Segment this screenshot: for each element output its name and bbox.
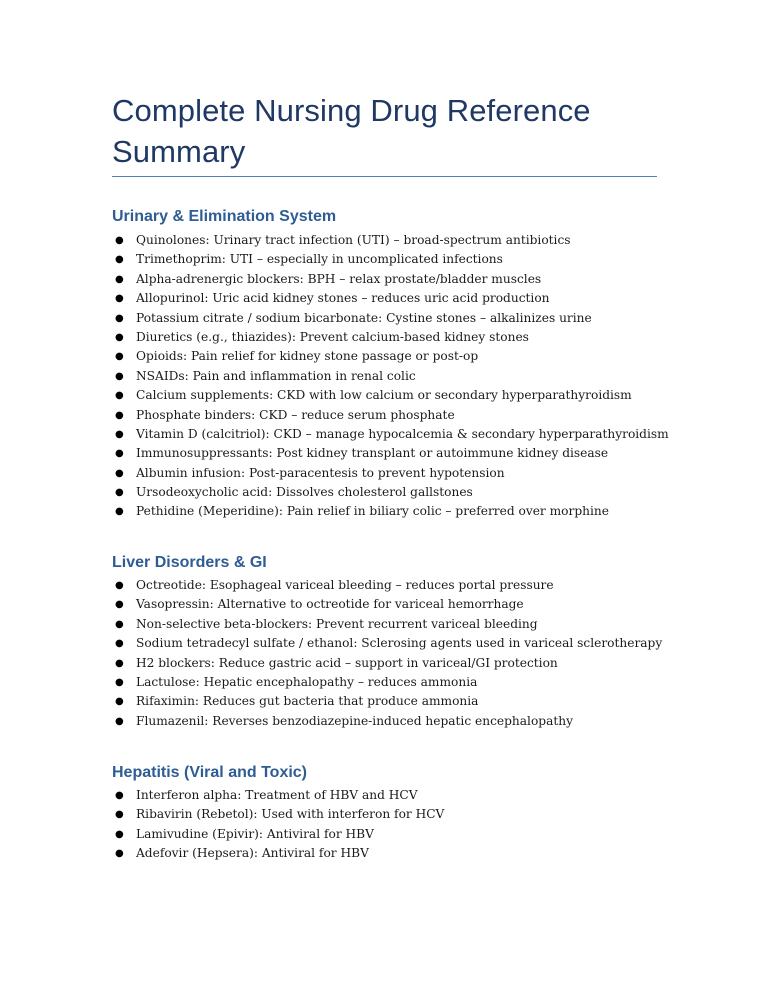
list-item: ● Octreotide: Esophageal variceal bleeding – reduces portal pressure [112, 576, 662, 595]
list-item: ● Diuretics (e.g., thiazides): Prevent calcium-based kidney stones [112, 328, 669, 347]
list-item: ● Adefovir (Hepsera): Antiviral for HBV [112, 844, 444, 863]
bullet-icon: ● [115, 428, 124, 440]
bullet-icon: ● [115, 809, 124, 821]
bullet-icon: ● [115, 618, 124, 630]
bullet-icon: ● [115, 390, 124, 402]
hepatitis-drug-list [112, 786, 444, 864]
list-item: ● Potassium citrate / sodium bicarbonate: Cystine stones – alkalinizes urine [112, 309, 669, 328]
page-title: Complete Nursing Drug Reference Summary [112, 93, 591, 169]
list-item: ● Ursodeoxycholic acid: Dissolves cholesterol gallstones [112, 483, 669, 502]
list-item: ● Lamivudine (Epivir): Antiviral for HBV [112, 825, 444, 844]
bullet-icon: ● [115, 657, 124, 669]
list-item: ● Vitamin D (calcitriol): CKD – manage hypocalcemia & secondary hyperparathyroidism [112, 425, 669, 444]
bullet-icon: ● [115, 828, 124, 840]
bullet-icon: ● [115, 467, 124, 479]
bullet-icon: ● [115, 448, 124, 460]
bullet-icon: ● [115, 599, 124, 611]
list-item: ● Calcium supplements: CKD with low calcium or secondary hyperparathyroidism [112, 386, 669, 405]
list-item: ● Trimethoprim: UTI – especially in uncomplicated infections [112, 250, 669, 269]
bullet-icon: ● [115, 351, 124, 363]
list-item: ● Quinolones: Urinary tract infection (UTI) – broad-spectrum antibiotics [112, 231, 669, 250]
bullet-icon: ● [115, 331, 124, 343]
list-item: ● Alpha-adrenergic blockers: BPH – relax prostate/bladder muscles [112, 270, 669, 289]
bullet-icon: ● [115, 638, 124, 650]
list-item: ● Sodium tetradecyl sulfate / ethanol: Sclerosing agents used in variceal sclerotherapy [112, 634, 662, 653]
list-item: ● Ribavirin (Rebetol): Used with interferon for HCV [112, 805, 444, 824]
bullet-icon: ● [115, 370, 124, 382]
list-item: ● Opioids: Pain relief for kidney stone passage or post-op [112, 347, 669, 366]
list-item: ● Rifaximin: Reduces gut bacteria that produce ammonia [112, 692, 662, 711]
bullet-icon: ● [115, 506, 124, 518]
liver-gi-drug-list [112, 576, 662, 731]
list-item: ● Flumazenil: Reverses benzodiazepine-induced hepatic encephalopathy [112, 712, 662, 731]
list-item: ● Phosphate binders: CKD – reduce serum phosphate [112, 406, 669, 425]
title-underline-divider [112, 176, 657, 177]
bullet-icon: ● [115, 409, 124, 421]
list-item: ● H2 blockers: Reduce gastric acid – support in variceal/GI protection [112, 654, 662, 673]
bullet-icon: ● [115, 254, 124, 266]
section-heading-hepatitis: Hepatitis (Viral and Toxic) [112, 764, 308, 781]
list-item: ● Albumin infusion: Post-paracentesis to prevent hypotension [112, 464, 669, 483]
urinary-drug-list [112, 231, 669, 522]
list-item: ● Pethidine (Meperidine): Pain relief in biliary colic – preferred over morphine [112, 502, 669, 521]
bullet-icon: ● [115, 580, 124, 591]
bullet-icon: ● [115, 487, 124, 499]
bullet-icon: ● [115, 696, 124, 708]
bullet-icon: ● [115, 715, 124, 727]
bullet-icon: ● [115, 235, 124, 246]
bullet-icon: ● [115, 790, 124, 801]
section-heading-liver-gi: Liver Disorders & GI [112, 554, 267, 571]
bullet-icon: ● [115, 273, 124, 285]
list-item: ● Lactulose: Hepatic encephalopathy – reduces ammonia [112, 673, 662, 692]
bullet-icon: ● [115, 312, 124, 324]
bullet-icon: ● [115, 293, 124, 305]
section-heading-urinary: Urinary & Elimination System [112, 208, 337, 225]
list-item: ● Interferon alpha: Treatment of HBV and HCV [112, 786, 444, 805]
list-item: ● Immunosuppressants: Post kidney transplant or autoimmune kidney disease [112, 444, 669, 463]
bullet-icon: ● [115, 848, 124, 860]
list-item: ● Vasopressin: Alternative to octreotide for variceal hemorrhage [112, 595, 662, 614]
bullet-icon: ● [115, 676, 124, 688]
list-item: ● Allopurinol: Uric acid kidney stones – reduces uric acid production [112, 289, 669, 308]
list-item: ● NSAIDs: Pain and inflammation in renal colic [112, 367, 669, 386]
list-item: ● Non-selective beta-blockers: Prevent recurrent variceal bleeding [112, 615, 662, 634]
